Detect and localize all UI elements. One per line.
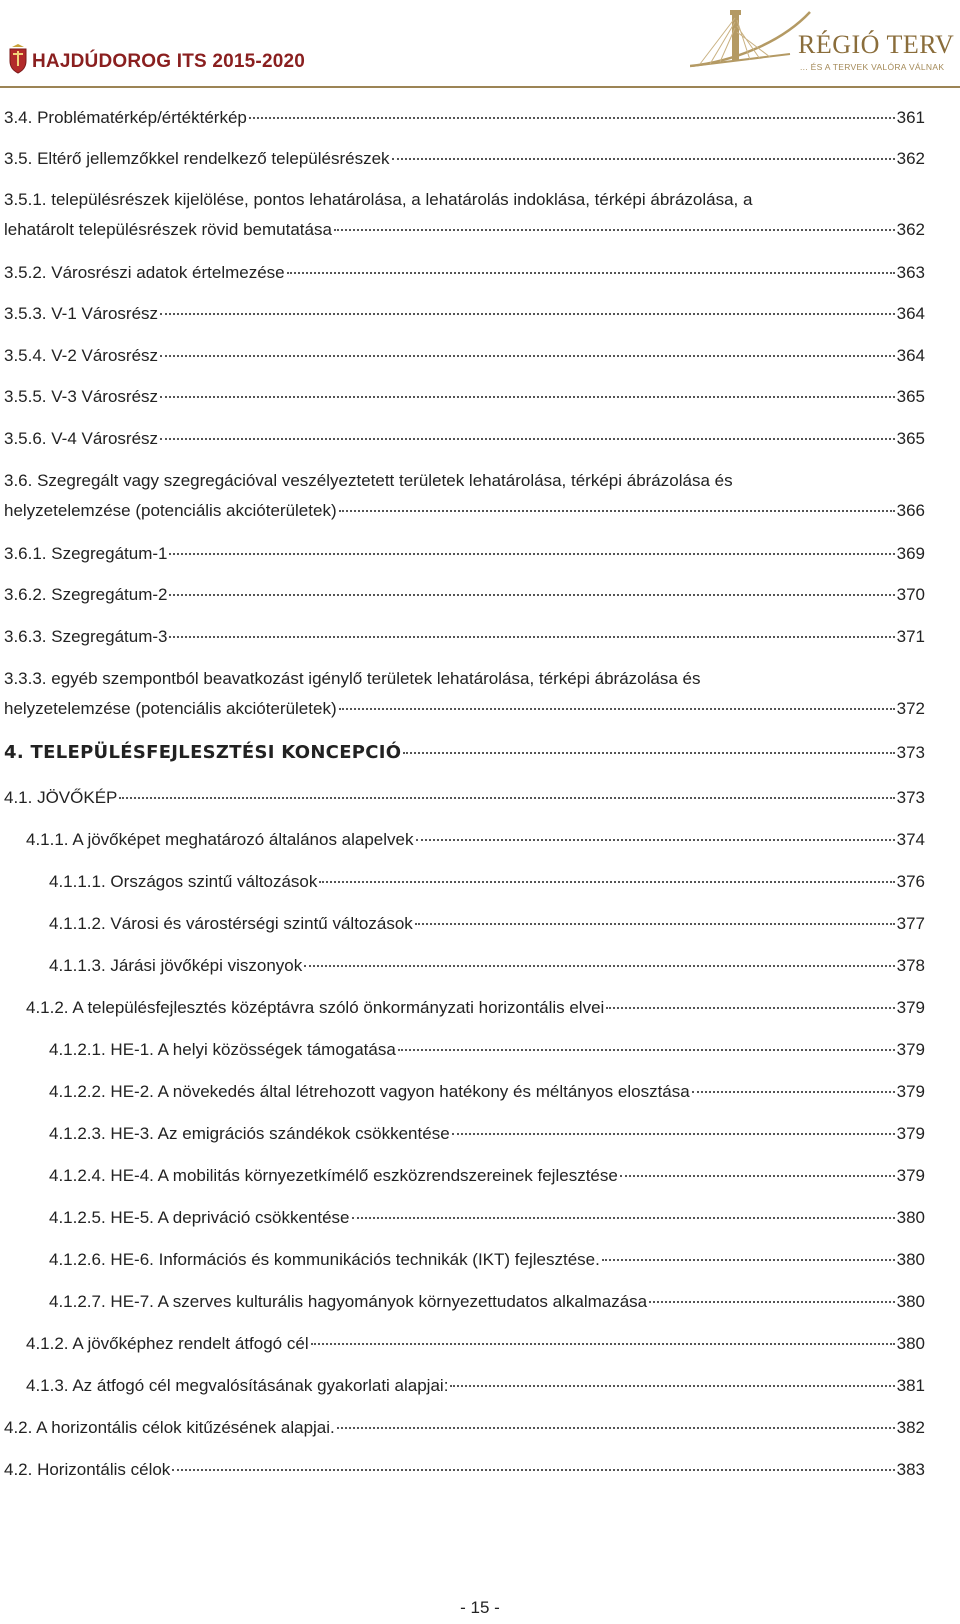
toc-entry[interactable]: 3.6.1. Szegregátum-1 369: [4, 539, 925, 569]
toc-entry[interactable]: [4, 738, 925, 768]
toc-page-number: 377: [896, 914, 925, 933]
coat-of-arms-icon: [8, 44, 28, 74]
toc-entry[interactable]: 4.1.1.2. Városi és várostérségi szintű változások 377: [49, 909, 925, 939]
toc-entry[interactable]: 4.1.3. Az átfogó cél megvalósításának gyakorlati alapjai: 381: [26, 1371, 925, 1401]
toc-page-number: 380: [896, 1292, 925, 1311]
toc-page-number: 379: [896, 1040, 925, 1059]
toc-page-number: 379: [896, 998, 925, 1017]
toc-entry[interactable]: 3.5. Eltérő jellemzőkkel rendelkező településrészek 362: [4, 144, 925, 174]
toc-page-number: 379: [896, 1082, 925, 1101]
toc-entry[interactable]: 3.5.5. V-3 Városrész 365: [4, 382, 925, 412]
header-divider: [0, 86, 960, 88]
toc-entry[interactable]: 3.5.4. V-2 Városrész 364: [4, 341, 925, 371]
toc-entry[interactable]: 4.1.2.1. HE-1. A helyi közösségek támogatása 379: [49, 1035, 925, 1065]
toc-entry[interactable]: 4.1.2.6. HE-6. Információs és kommunikációs technikák (IKT) fejlesztése. 380: [49, 1245, 925, 1275]
toc-entry[interactable]: 4.1.2.7. HE-7. A szerves kulturális hagyományok környezettudatos alkalmazása 380: [49, 1287, 925, 1317]
toc-page-number: 371: [896, 627, 925, 646]
toc-page-number: 380: [896, 1334, 925, 1353]
toc-page-number: 361: [896, 108, 925, 127]
toc-entry[interactable]: 4.2. Horizontális célok 383: [4, 1455, 925, 1485]
toc-entry[interactable]: 3.6.3. Szegregátum-3 371: [4, 622, 925, 652]
toc-page-number: 365: [896, 429, 925, 448]
toc-entry[interactable]: 3.5.3. V-1 Városrész 364: [4, 299, 925, 329]
toc-entry[interactable]: 4.2. A horizontális célok kitűzésének alapjai. 382: [4, 1413, 925, 1443]
toc-page-number: 380: [896, 1208, 925, 1227]
toc-page-number: 370: [896, 585, 925, 604]
toc-entry[interactable]: 4.1. JÖVŐKÉP 373: [4, 783, 925, 813]
toc-page-number: 363: [896, 263, 925, 282]
toc-entry[interactable]: 4.1.1.1. Országos szintű változások 376: [49, 867, 925, 897]
toc-entry[interactable]: 4.1.2. A településfejlesztés középtávra szóló önkormányzati horizontális elvei 379: [26, 993, 925, 1023]
toc-entry[interactable]: 4.1.2. A jövőképhez rendelt átfogó cél 380: [26, 1329, 925, 1359]
logo-wordmark: RÉGIÓ TERV: [798, 30, 955, 59]
toc-page-number: 372: [896, 699, 925, 718]
toc-page-number: 362: [896, 220, 925, 239]
toc-page-number: 366: [896, 501, 925, 520]
toc-entry[interactable]: 3.6. Szegregált vagy szegregációval veszélyeztetett területek lehatárolása, térképi ábrázolása és helyzetelemzése (potenciális akcióterületek) 366: [4, 466, 925, 526]
toc-page-number: 364: [896, 304, 925, 323]
document-title: HAJDÚDOROG ITS 2015-2020: [32, 51, 306, 72]
toc-page-number: 369: [896, 544, 925, 563]
toc-entry[interactable]: 3.3.3. egyéb szempontból beavatkozást igénylő területek lehatárolása, térképi ábrázolása és helyzetelemzése (potenciális akcióterületek) 372: [4, 664, 925, 724]
toc-page-number: 379: [896, 1166, 925, 1185]
toc-entry[interactable]: 3.5.6. V-4 Városrész 365: [4, 424, 925, 454]
toc-entry[interactable]: 3.6.2. Szegregátum-2 370: [4, 580, 925, 610]
toc-entry[interactable]: 4.1.1. A jövőképet meghatározó általános alapelvek 374: [26, 825, 925, 855]
toc-page-number: 365: [896, 387, 925, 406]
toc-page-number: 373: [896, 788, 925, 807]
toc-page-number: 373: [896, 743, 925, 762]
toc-chapter-heading: 4. TELEPÜLÉSFEJLESZTÉSI KONCEPCIÓ: [4, 742, 402, 763]
logo-slogan: ... ÉS A TERVEK VALÓRA VÁLNAK: [800, 62, 945, 72]
toc-entry[interactable]: 4.1.2.3. HE-3. Az emigrációs szándékok csökkentése 379: [49, 1119, 925, 1149]
toc-entry[interactable]: 3.5.1. településrészek kijelölése, pontos lehatárolása, a lehatárolás indoklása, térképi ábrázolása, a lehatárolt településrészek rövid bemutatása 362: [4, 185, 925, 245]
toc-page-number: 382: [896, 1418, 925, 1437]
toc-entry[interactable]: 4.1.2.4. HE-4. A mobilitás környezetkímélő eszközrendszereinek fejlesztése 379: [49, 1161, 925, 1191]
toc-page-number: 381: [896, 1376, 925, 1395]
toc-entry[interactable]: 4.1.2.2. HE-2. A növekedés által létrehozott vagyon hatékony és méltányos elosztása 379: [49, 1077, 925, 1107]
toc-page-number: 378: [896, 956, 925, 975]
toc-entry[interactable]: 3.4. Problématérkép/értéktérkép 361: [4, 103, 925, 133]
toc-page-number: 376: [896, 872, 925, 891]
page-header: [0, 0, 960, 90]
toc-entry[interactable]: 3.5.2. Városrészi adatok értelmezése 363: [4, 258, 925, 288]
toc-page-number: 380: [896, 1250, 925, 1269]
toc-entry[interactable]: 4.1.1.3. Járási jövőképi viszonyok 378: [49, 951, 925, 981]
toc-page-number: 374: [896, 830, 925, 849]
toc-page-number: 364: [896, 346, 925, 365]
toc-page-number: 362: [896, 149, 925, 168]
toc-entry[interactable]: 4.1.2.5. HE-5. A depriváció csökkentése 380: [49, 1203, 925, 1233]
toc-page-number: 383: [896, 1460, 925, 1479]
toc-page-number: 379: [896, 1124, 925, 1143]
page-number: - 15 -: [460, 1598, 500, 1617]
